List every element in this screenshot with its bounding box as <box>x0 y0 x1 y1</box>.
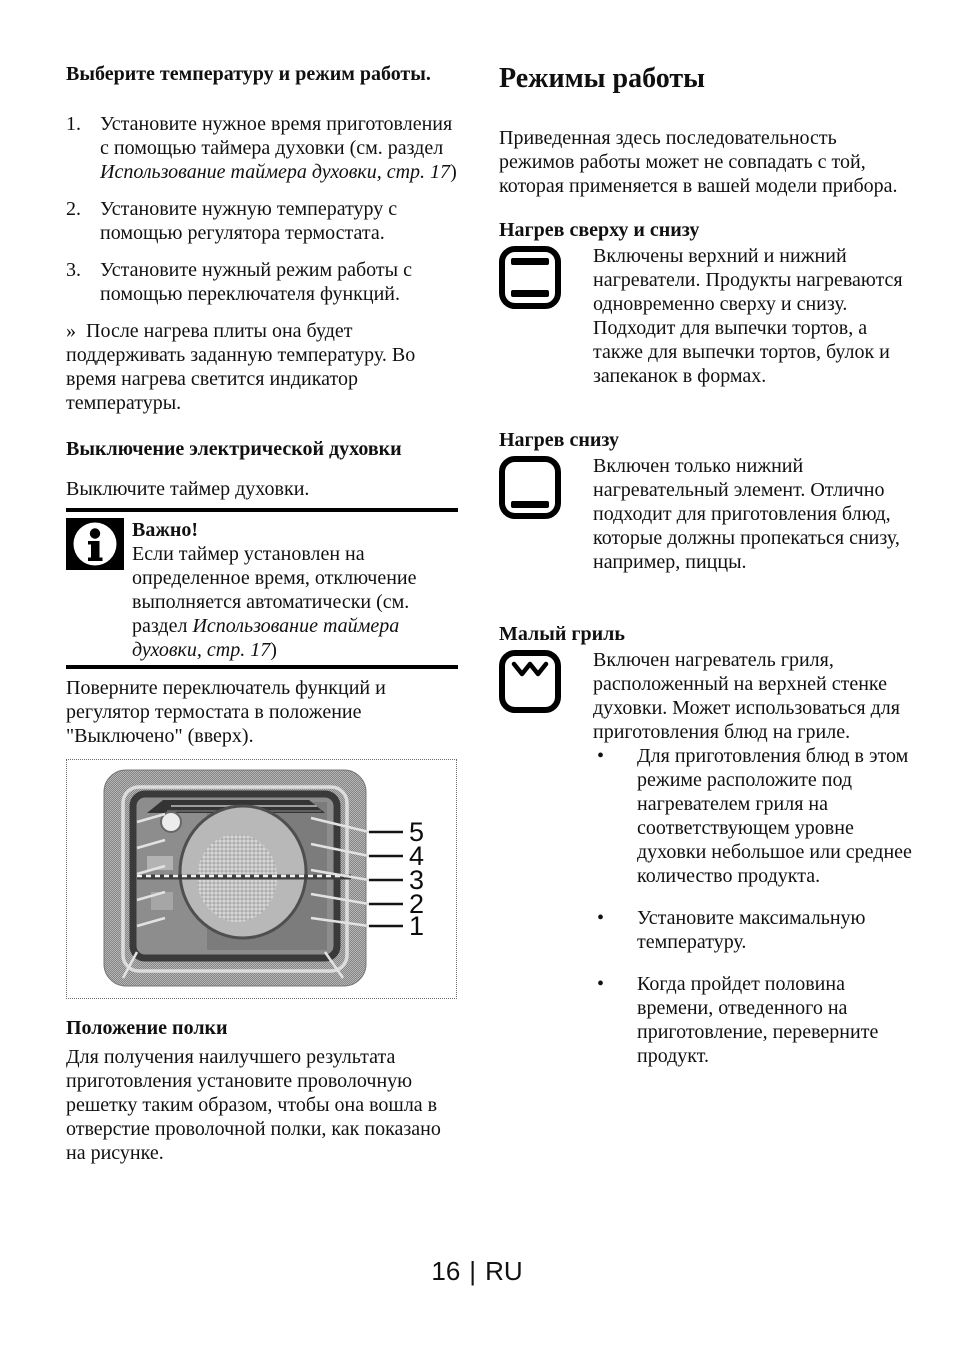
mode-icon-column <box>499 454 593 524</box>
shelf-number-label: 3 <box>409 865 425 895</box>
page-number: 16 <box>431 1256 461 1286</box>
footer-separator: | <box>469 1256 477 1286</box>
important-text-prefix: Если таймер установлен на определенное время, отключение выполняется автоматически (см. раздел <box>132 543 417 637</box>
modes-heading: Режимы работы <box>499 63 705 94</box>
bullet-text: Для приготовления блюд в этом режиме расположите под нагревателем гриля на соответствующем уровне духовки небольшое или среднее количество продукта. <box>637 745 912 887</box>
step-text-italic: Использование таймера духовки, стр. 17 <box>100 161 451 183</box>
note-marker: » <box>66 320 76 342</box>
left-section-heading: Выберите температуру и режим работы. <box>66 63 431 85</box>
shelf-number-label: 1 <box>409 911 425 941</box>
note-text: После нагрева плиты она будет поддерживать заданную температуру. Во время нагрева светится индикатор температуры. <box>66 320 416 414</box>
list-item <box>593 744 912 888</box>
list-item <box>593 906 912 954</box>
bullet-icon: • <box>597 745 605 767</box>
important-title: Важно! <box>132 519 199 541</box>
divider-line <box>66 665 458 669</box>
shelf-number-label: 2 <box>409 889 425 919</box>
important-note-box <box>66 518 458 662</box>
important-text <box>132 542 458 662</box>
mode-icon-column <box>499 244 593 314</box>
mode-row <box>499 244 912 388</box>
shelf-position-text: Для получения наилучшего результата приготовления установите проволочную решетку таким образом, чтобы она вошла в отверстие проволочной полки, как показано на рисунке. <box>66 1046 441 1164</box>
info-icon <box>66 518 124 570</box>
step-item-3 <box>66 258 458 306</box>
bullet-icon: • <box>597 973 605 995</box>
divider-line <box>66 508 458 512</box>
oven-off-text: Выключите таймер духовки. <box>66 478 310 500</box>
left-column <box>66 62 458 1165</box>
mode-description: Включен только нижний нагревательный элемент. Отлично подходит для приготовления блюд, которые должны пропекаться снизу, например, пиццы. <box>593 455 900 573</box>
oven-interior-figure <box>66 759 457 999</box>
mode-row <box>499 454 912 574</box>
mode-description: Включен нагреватель гриля, расположенный на верхней стенке духовки. Может использоваться для приготовления блюд на гриле. <box>593 649 900 743</box>
step-text-suffix: ) <box>450 161 457 183</box>
step-item-1 <box>66 112 458 184</box>
important-text-italic: Использование таймера духовки, стр. 17 <box>132 615 400 661</box>
turn-off-instruction: Поверните переключатель функций и регулятор термостата в положение "Выключено" (вверх). <box>66 677 386 747</box>
mode-row <box>499 648 912 1068</box>
mode-icon-column <box>499 648 593 718</box>
result-note <box>66 319 458 415</box>
step-text <box>100 112 458 184</box>
step-text-prefix: Установите нужное время приготовления с помощью таймера духовки (см. раздел <box>100 113 453 159</box>
important-icon-column <box>66 518 132 662</box>
oven-off-heading: Выключение электрической духовки <box>66 438 402 460</box>
step-text: Установите нужную температуру с помощью регулятора термостата. <box>100 198 398 244</box>
mode-title-small-grill: Малый гриль <box>499 623 625 645</box>
oven-small-grill-icon <box>499 650 561 713</box>
step-number: 1. <box>66 113 81 135</box>
mode-description-block <box>593 648 912 1068</box>
shelf-number-label: 5 <box>409 817 425 847</box>
shelf-number-label: 4 <box>409 841 425 871</box>
oven-top-bottom-heat-icon <box>499 246 561 309</box>
mode-title-top-bottom-heat: Нагрев сверху и снизу <box>499 219 700 241</box>
bullet-icon: • <box>597 907 605 929</box>
bullet-text: Когда пройдет половина времени, отведенного на приготовление, переверните продукт. <box>637 973 879 1067</box>
list-item <box>593 972 912 1068</box>
bullet-text: Установите максимальную температуру. <box>637 907 866 953</box>
step-item-2 <box>66 197 458 245</box>
mode-description: Включены верхний и нижний нагреватели. Продукты нагреваются одновременно сверху и снизу. Подходит для выпечки тортов, а также для выпечки тортов, булок и запеканок в формах. <box>593 245 903 387</box>
important-text-suffix: ) <box>270 639 277 661</box>
right-column <box>499 62 912 1068</box>
mode-bullet-list <box>593 744 912 1068</box>
language-code: RU <box>485 1256 523 1286</box>
page-footer <box>0 1256 954 1287</box>
mode-title-bottom-heat: Нагрев снизу <box>499 429 619 451</box>
step-number: 2. <box>66 198 81 220</box>
step-number: 3. <box>66 259 81 281</box>
oven-bottom-heat-icon <box>499 456 561 519</box>
step-text: Установите нужный режим работы с помощью переключателя функций. <box>100 259 412 305</box>
shelf-position-heading: Положение полки <box>66 1017 228 1039</box>
modes-intro: Приведенная здесь последовательность режимов работы может не совпадать с той, которая применяется в вашей модели прибора. <box>499 127 898 197</box>
oven-interior-photo <box>67 760 454 998</box>
important-text-column <box>132 518 458 662</box>
